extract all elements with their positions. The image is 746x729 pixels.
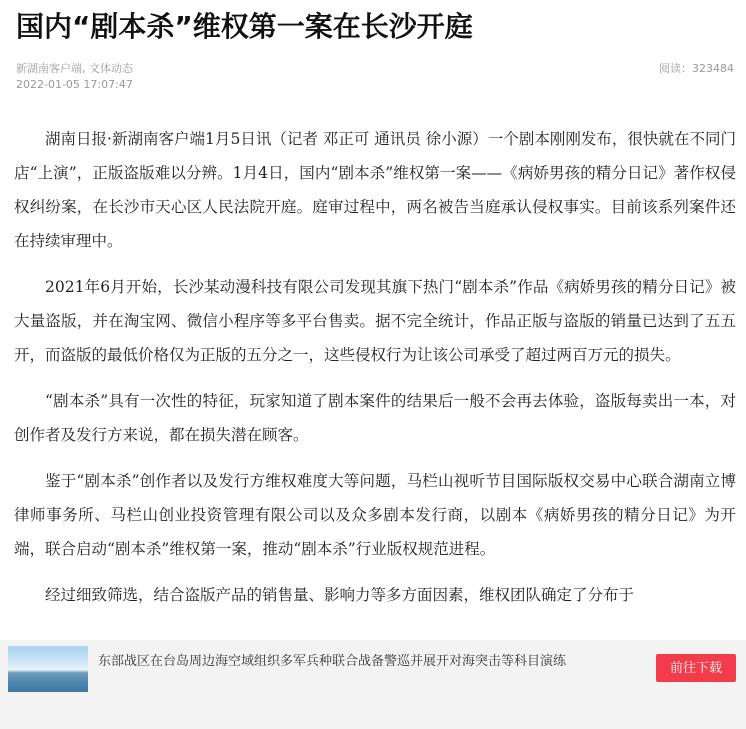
article-paragraph: 湖南日报·新湖南客户端1月5日讯（记者 邓正可 通讯员 徐小源）一个剧本刚刚发布，很快就在不同门店“上演”，正版盗版难以分辨。1月4日，国内“剧本杀”维权第一案——《病娇男孩的精分日记》著作权侵权纠纷案，在长沙市天心区人民法院开庭。庭审过程中，两名被告当庭承认侵权事实。目前该系列案件还在持续审理中。 [14,130,736,250]
article-paragraph: 鉴于“剧本杀”创作者以及发行方维权难度大等问题，马栏山视听节目国际版权交易中心联合湖南立博律师事务所、马栏山创业投资管理有限公司以及众多剧本发行商，以剧本《病娇男孩的精分日记》为开端，联合启动“剧本杀”维权第一案，推动“剧本杀”行业版权规范进程。 [14,472,736,558]
banner-thumbnail[interactable] [8,646,88,692]
download-button[interactable]: 前往下载 [656,654,736,682]
read-count: 阅读：323484 [659,62,734,75]
article-datetime: 2022-01-05 17:07:47 [16,78,133,91]
download-banner [0,640,746,729]
article-source: 新湖南客户端, 文体动态 [16,62,133,75]
article-paragraph: 经过细致筛选，结合盗版产品的销售量、影响力等多方面因素，维权团队确定了分布于 [45,586,635,604]
article-body [14,122,736,624]
article-paragraph: “剧本杀”具有一次性的特征，玩家知道了剧本案件的结果后一般不会再去体验，盗版每卖出一本，对创作者及发行方来说，都在损失潜在顾客。 [14,392,736,444]
banner-headline[interactable]: 东部战区在台岛周边海空域组织多军兵种联合战备警巡并展开对海突击等科目演练 [98,654,567,669]
article-title: 国内“剧本杀”维权第一案在长沙开庭 [16,10,473,43]
article-paragraph: 2021年6月开始，长沙某动漫科技有限公司发现其旗下热门“剧本杀”作品《病娇男孩的精分日记》被大量盗版，并在淘宝网、微信小程序等多平台售卖。据不完全统计，作品正版与盗版的销量已达到了五五开，而盗版的最低价格仅为正版的五分之一，这些侵权行为让该公司承受了超过两百万元的损失。 [14,278,736,364]
